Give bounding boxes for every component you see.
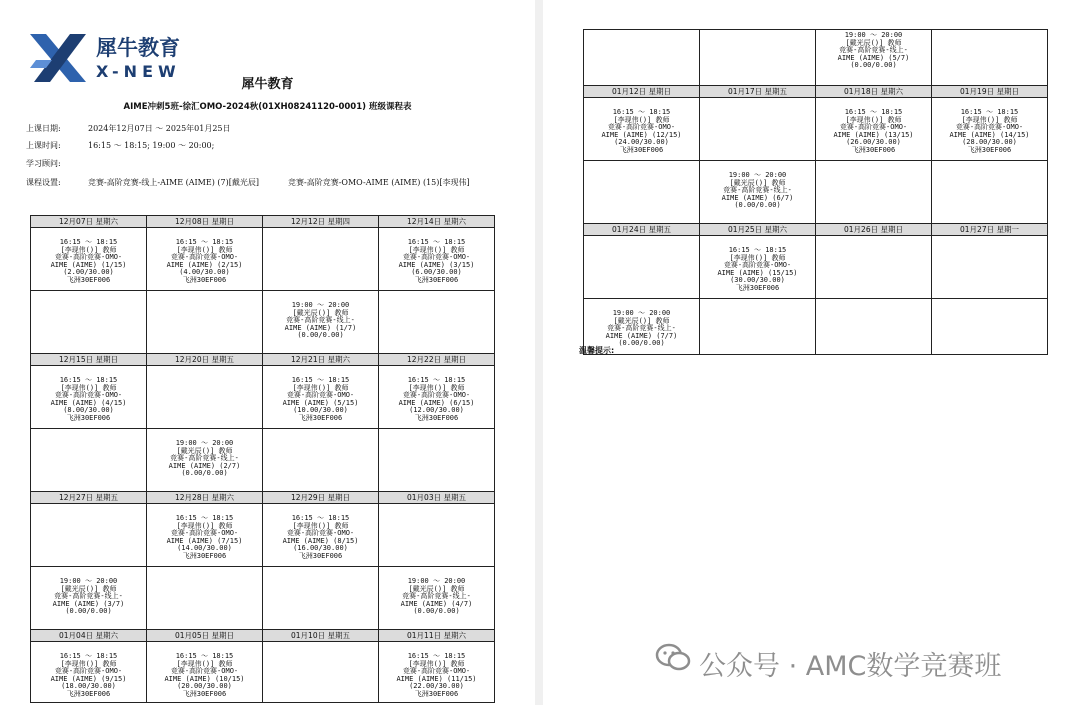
session-line: 飞洲30EF006: [414, 689, 459, 698]
class-session-cell: [379, 567, 495, 630]
session-line: 竞赛-高阶竞赛-OMO-: [54, 391, 123, 400]
empty-cell: [379, 429, 495, 492]
session-line: AIME (AIME) (14/15): [949, 130, 1030, 139]
session-line: 19:00 ～ 20:00: [844, 31, 903, 39]
class-session: [379, 642, 494, 699]
session-line: (0.00/0.00): [65, 607, 112, 616]
session-line: 竞赛-高阶竞赛-OMO-: [54, 667, 123, 676]
info-time: [26, 140, 215, 151]
session-line: [戴光辰()] 教师: [613, 316, 670, 325]
session-line: (14.00/30.00): [177, 544, 232, 553]
date-header: 12月12日 星期四: [263, 216, 379, 228]
week-header-row: [31, 630, 495, 642]
empty-cell: [816, 299, 932, 355]
info-time-label: 上课时间:: [26, 141, 61, 150]
date-header: 12月20日 星期五: [147, 354, 263, 366]
class-session-cell: [31, 366, 147, 429]
session-line: [李现伟()] 教师: [60, 383, 117, 392]
session-line: AIME (AIME) (7/15): [166, 536, 243, 545]
session-line: 19:00 ～ 20:00: [291, 301, 350, 309]
session-line: AIME (AIME) (6/15): [398, 398, 475, 407]
class-session: [379, 366, 494, 423]
class-session: [147, 228, 262, 285]
session-line: 16:15 ～ 18:15: [844, 108, 903, 116]
session-line: 16:15 ～ 18:15: [407, 238, 466, 246]
info-course-1: 竞赛-高阶竞赛-线上-AIME (AIME) (7)[戴光辰]: [88, 178, 259, 187]
date-header: 12月27日 星期五: [31, 492, 147, 504]
session-line: 竞赛-高阶竞赛-OMO-: [955, 123, 1024, 132]
session-line: 竞赛-高阶竞赛-OMO-: [286, 391, 355, 400]
empty-cell: [263, 567, 379, 630]
session-line: AIME (AIME) (1/15): [50, 260, 127, 269]
date-header: 01月26日 星期日: [816, 224, 932, 236]
session-line: AIME (AIME) (10/15): [164, 674, 245, 683]
class-session-cell: [700, 236, 816, 299]
empty-cell: [31, 429, 147, 492]
session-line: AIME (AIME) (6/7): [721, 193, 794, 202]
empty-cell: [147, 366, 263, 429]
session-line: 19:00 ～ 20:00: [612, 309, 671, 317]
session-line: 竞赛-高阶竞赛-OMO-: [402, 667, 471, 676]
session-line: 16:15 ～ 18:15: [291, 376, 350, 384]
class-session-cell: [147, 429, 263, 492]
empty-cell: [932, 30, 1048, 86]
session-line: AIME (AIME) (4/15): [50, 398, 127, 407]
class-session-cell: [147, 504, 263, 567]
class-session: [932, 98, 1047, 155]
date-header: 01月25日 星期六: [700, 224, 816, 236]
session-line: 飞洲30EF006: [182, 551, 227, 560]
session-line: AIME (AIME) (12/15): [601, 130, 682, 139]
page-title: 犀牛教育: [241, 77, 294, 92]
info-date: [26, 123, 231, 134]
session-line: 竞赛-高阶竞赛-OMO-: [170, 529, 239, 538]
session-line: [戴光辰()] 教师: [292, 308, 349, 317]
empty-cell: [700, 30, 816, 86]
info-time-value: 16:15 ～ 18:15; 19:00 ～ 20:00;: [88, 141, 215, 150]
session-line: [李现伟()] 教师: [729, 253, 786, 262]
class-session-cell: [147, 228, 263, 291]
class-session-cell: [379, 228, 495, 291]
tips-label: 温馨提示:: [579, 346, 615, 355]
empty-cell: [263, 429, 379, 492]
class-session-cell: [263, 366, 379, 429]
week-header-row: [584, 224, 1048, 236]
session-line: 竞赛-高阶竞赛-OMO-: [170, 253, 239, 262]
session-line: 16:15 ～ 18:15: [407, 376, 466, 384]
schedule-table-left: [30, 215, 495, 703]
session-line: (0.00/0.00): [734, 201, 781, 210]
class-session: [31, 366, 146, 423]
class-session-cell: [31, 567, 147, 630]
session-row: [584, 161, 1048, 224]
session-line: AIME (AIME) (1/7): [284, 323, 357, 332]
session-line: AIME (AIME) (11/15): [396, 674, 477, 683]
session-line: 飞洲30EF006: [967, 145, 1012, 154]
class-session-cell: [379, 642, 495, 703]
session-line: AIME (AIME) (3/15): [398, 260, 475, 269]
info-courses: [26, 177, 470, 188]
session-line: 16:15 ～ 18:15: [291, 514, 350, 522]
session-line: 竞赛-高阶竞赛-线上-: [723, 186, 792, 195]
session-line: [李现伟()] 教师: [408, 659, 465, 668]
info-courses-label: 课程设置:: [26, 178, 61, 187]
session-line: (22.00/30.00): [409, 682, 464, 691]
empty-cell: [584, 236, 700, 299]
session-line: [戴光辰()] 教师: [60, 584, 117, 593]
info-advisor: [26, 158, 61, 169]
empty-cell: [263, 228, 379, 291]
date-header: 12月28日 星期六: [147, 492, 263, 504]
session-line: 飞洲30EF006: [298, 413, 343, 422]
session-line: 飞洲30EF006: [66, 413, 111, 422]
date-header: 01月27日 星期一: [932, 224, 1048, 236]
session-line: 19:00 ～ 20:00: [59, 577, 118, 585]
empty-cell: [584, 161, 700, 224]
session-line: (2.00/30.00): [63, 268, 114, 277]
class-session: [584, 299, 699, 348]
session-line: [李现伟()] 教师: [613, 115, 670, 124]
session-line: 飞洲30EF006: [414, 275, 459, 284]
session-line: 16:15 ～ 18:15: [59, 238, 118, 246]
class-session-cell: [263, 504, 379, 567]
empty-cell: [379, 504, 495, 567]
session-line: (26.00/30.00): [846, 138, 901, 147]
session-line: [李现伟()] 教师: [845, 115, 902, 124]
session-line: 竞赛-高阶竞赛-线上-: [286, 316, 355, 325]
class-session: [31, 567, 146, 616]
logo-cn-text: 犀牛教育: [96, 36, 180, 60]
session-line: 竞赛-高阶竞赛-OMO-: [839, 123, 908, 132]
session-line: 竞赛-高阶竞赛-OMO-: [402, 253, 471, 262]
class-session-cell: [932, 98, 1048, 161]
empty-cell: [700, 299, 816, 355]
date-header: 01月03日 星期五: [379, 492, 495, 504]
class-session: [584, 98, 699, 155]
class-session-cell: [31, 228, 147, 291]
week-header-row: [584, 86, 1048, 98]
session-line: AIME (AIME) (3/7): [52, 599, 125, 608]
info-course-2: 竞赛-高阶竞赛-OMO-AIME (AIME) (15)[李现伟]: [288, 178, 470, 187]
date-header: 01月10日 星期五: [263, 630, 379, 642]
session-line: 竞赛-高阶竞赛-OMO-: [607, 123, 676, 132]
empty-cell: [932, 236, 1048, 299]
page-separator: [535, 0, 543, 705]
class-session-cell: [263, 291, 379, 354]
date-header: 01月11日 星期六: [379, 630, 495, 642]
class-session: [147, 504, 262, 561]
session-row: [584, 30, 1048, 86]
empty-cell: [147, 567, 263, 630]
session-line: (0.00/0.00): [181, 469, 228, 478]
date-header: 01月04日 星期六: [31, 630, 147, 642]
session-line: 飞洲30EF006: [66, 275, 111, 284]
class-session: [263, 291, 378, 340]
session-line: AIME (AIME) (15/15): [717, 268, 798, 277]
session-line: [李现伟()] 教师: [60, 245, 117, 254]
session-line: 竞赛-高阶竞赛-OMO-: [54, 253, 123, 262]
session-row: [584, 98, 1048, 161]
empty-cell: [31, 291, 147, 354]
empty-cell: [816, 236, 932, 299]
wechat-icon: [655, 642, 691, 672]
empty-cell: [584, 30, 700, 86]
session-line: 飞洲30EF006: [735, 283, 780, 292]
class-session-cell: [700, 161, 816, 224]
session-line: [李现伟()] 教师: [176, 245, 233, 254]
date-header: 01月12日 星期日: [584, 86, 700, 98]
info-date-value: 2024年12月07日 ～ 2025年01月25日: [88, 124, 231, 133]
session-line: AIME (AIME) (2/7): [168, 461, 241, 470]
session-line: [李现伟()] 教师: [292, 383, 349, 392]
session-line: 飞洲30EF006: [182, 689, 227, 698]
date-header: 01月05日 星期日: [147, 630, 263, 642]
session-line: [李现伟()] 教师: [176, 659, 233, 668]
session-line: 飞洲30EF006: [414, 413, 459, 422]
session-line: 16:15 ～ 18:15: [175, 238, 234, 246]
class-session: [31, 228, 146, 285]
session-line: [李现伟()] 教师: [408, 245, 465, 254]
session-line: [李现伟()] 教师: [60, 659, 117, 668]
session-line: (10.00/30.00): [293, 406, 348, 415]
class-session: [147, 429, 262, 478]
session-line: 16:15 ～ 18:15: [175, 652, 234, 660]
date-header: 12月21日 星期六: [263, 354, 379, 366]
session-line: (8.00/30.00): [63, 406, 114, 415]
empty-cell: [147, 291, 263, 354]
empty-cell: [932, 161, 1048, 224]
session-line: 19:00 ～ 20:00: [728, 171, 787, 179]
session-line: 飞洲30EF006: [182, 275, 227, 284]
schedule-page-1: [0, 0, 535, 705]
session-line: (0.00/0.00): [297, 331, 344, 340]
session-line: [李现伟()] 教师: [408, 383, 465, 392]
session-line: [戴光辰()] 教师: [845, 38, 902, 47]
empty-cell: [31, 504, 147, 567]
session-line: [李现伟()] 教师: [176, 521, 233, 530]
class-session: [379, 567, 494, 616]
class-session: [263, 366, 378, 423]
session-line: (4.00/30.00): [179, 268, 230, 277]
session-line: 竞赛-高阶竞赛-OMO-: [286, 529, 355, 538]
session-line: 竞赛-高阶竞赛-线上-: [607, 324, 676, 333]
session-line: AIME (AIME) (8/15): [282, 536, 359, 545]
watermark: [655, 642, 1002, 682]
session-line: [戴光辰()] 教师: [176, 446, 233, 455]
date-header: 12月08日 星期日: [147, 216, 263, 228]
empty-cell: [700, 98, 816, 161]
session-line: 16:15 ～ 18:15: [175, 514, 234, 522]
week-header-row: [31, 216, 495, 228]
session-line: AIME (AIME) (7/7): [605, 331, 678, 340]
empty-cell: [816, 161, 932, 224]
date-header: 12月29日 星期日: [263, 492, 379, 504]
session-line: 16:15 ～ 18:15: [59, 652, 118, 660]
session-line: AIME (AIME) (2/15): [166, 260, 243, 269]
session-line: 19:00 ～ 20:00: [175, 439, 234, 447]
date-header: 01月17日 星期五: [700, 86, 816, 98]
date-header: 01月24日 星期五: [584, 224, 700, 236]
session-line: (0.00/0.00): [850, 61, 897, 70]
session-line: [李现伟()] 教师: [292, 521, 349, 530]
session-row: [31, 366, 495, 429]
session-line: 16:15 ～ 18:15: [960, 108, 1019, 116]
session-line: [戴光辰()] 教师: [729, 178, 786, 187]
session-line: 竞赛-高阶竞赛-OMO-: [723, 261, 792, 270]
session-line: (28.00/30.00): [962, 138, 1017, 147]
info-advisor-label: 学习顾问:: [26, 159, 61, 168]
empty-cell: [932, 299, 1048, 355]
session-line: (0.00/0.00): [413, 607, 460, 616]
session-line: 竞赛-高阶竞赛-OMO-: [170, 667, 239, 676]
class-session: [263, 504, 378, 561]
empty-cell: [379, 291, 495, 354]
schedule-subtitle: AIME冲刺5班-徐汇OMO-2024秋(01XH08241120-0001) 班级课程表: [123, 102, 412, 112]
session-line: 竞赛-高阶竞赛-线上-: [839, 46, 908, 55]
session-line: 16:15 ～ 18:15: [407, 652, 466, 660]
date-header: 01月18日 星期六: [816, 86, 932, 98]
week-header-row: [31, 354, 495, 366]
session-line: 竞赛-高阶竞赛-线上-: [402, 592, 471, 601]
class-session: [700, 161, 815, 210]
schedule-page-2: [543, 0, 1080, 705]
session-line: 飞洲30EF006: [66, 689, 111, 698]
session-line: 16:15 ～ 18:15: [612, 108, 671, 116]
watermark-text: 公众号 · AMC数学竞赛班: [699, 651, 1002, 682]
session-line: 16:15 ～ 18:15: [59, 376, 118, 384]
session-row: [31, 429, 495, 492]
session-line: (12.00/30.00): [409, 406, 464, 415]
session-line: AIME (AIME) (13/15): [833, 130, 914, 139]
class-session: [816, 98, 931, 155]
session-line: 19:00 ～ 20:00: [407, 577, 466, 585]
class-session: [816, 30, 931, 70]
session-line: AIME (AIME) (5/15): [282, 398, 359, 407]
date-header: 12月14日 星期六: [379, 216, 495, 228]
date-header: 01月19日 星期日: [932, 86, 1048, 98]
session-row: [31, 567, 495, 630]
schedule-table-right: [583, 29, 1048, 355]
session-line: (16.00/30.00): [293, 544, 348, 553]
session-line: AIME (AIME) (9/15): [50, 674, 127, 683]
session-line: AIME (AIME) (4/7): [400, 599, 473, 608]
session-line: (24.00/30.00): [614, 138, 669, 147]
class-session: [700, 236, 815, 293]
date-header: 12月07日 星期六: [31, 216, 147, 228]
class-session: [31, 642, 146, 699]
class-session-cell: [147, 642, 263, 703]
session-line: 16:15 ～ 18:15: [728, 246, 787, 254]
session-line: AIME (AIME) (5/7): [837, 53, 910, 62]
class-session: [379, 228, 494, 285]
class-session-cell: [379, 366, 495, 429]
session-line: [戴光辰()] 教师: [408, 584, 465, 593]
class-session-cell: [816, 30, 932, 86]
session-row: [31, 642, 495, 703]
class-session-cell: [816, 98, 932, 161]
session-line: (30.00/30.00): [730, 276, 785, 285]
session-line: 飞洲30EF006: [851, 145, 896, 154]
session-line: 飞洲30EF006: [619, 145, 664, 154]
session-line: 飞洲30EF006: [298, 551, 343, 560]
session-line: (20.00/30.00): [177, 682, 232, 691]
session-row: [31, 504, 495, 567]
date-header: 12月15日 星期日: [31, 354, 147, 366]
empty-cell: [263, 642, 379, 703]
class-session-cell: [31, 642, 147, 703]
class-session: [147, 642, 262, 699]
session-line: 竞赛-高阶竞赛-线上-: [54, 592, 123, 601]
week-header-row: [31, 492, 495, 504]
logo-en-text: X-NEW: [96, 62, 181, 81]
session-line: 竞赛-高阶竞赛-线上-: [170, 454, 239, 463]
session-line: [李现伟()] 教师: [961, 115, 1018, 124]
session-line: (18.00/30.00): [61, 682, 116, 691]
session-row: [31, 228, 495, 291]
session-row: [584, 299, 1048, 355]
class-session-cell: [584, 98, 700, 161]
session-line: 竞赛-高阶竞赛-OMO-: [402, 391, 471, 400]
session-row: [31, 291, 495, 354]
session-line: (0.00/0.00): [618, 339, 665, 348]
session-line: (6.00/30.00): [411, 268, 462, 277]
session-row: [584, 236, 1048, 299]
info-date-label: 上课日期:: [26, 124, 61, 133]
date-header: 12月22日 星期日: [379, 354, 495, 366]
